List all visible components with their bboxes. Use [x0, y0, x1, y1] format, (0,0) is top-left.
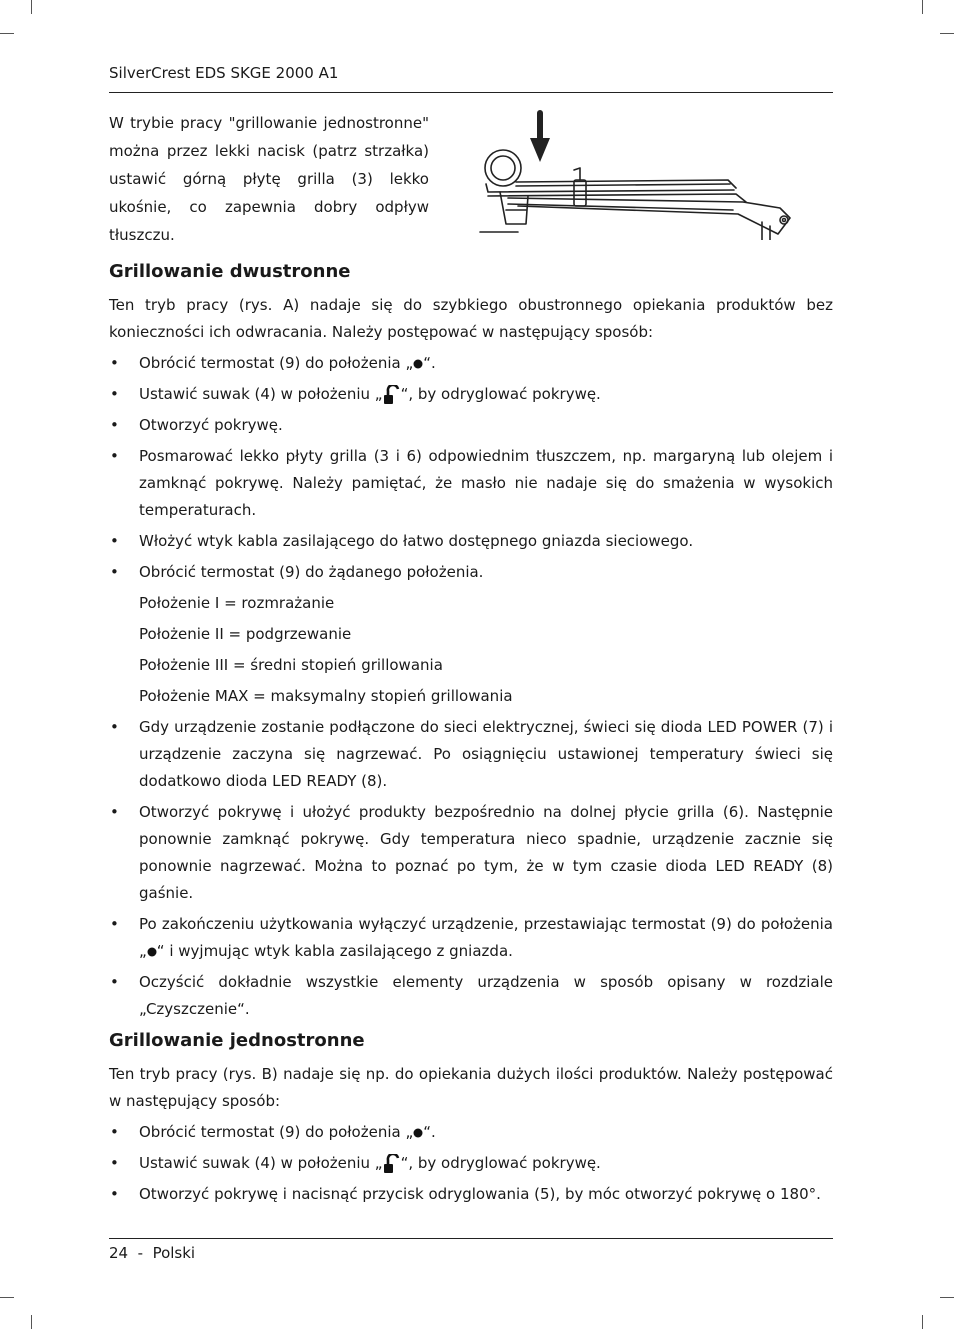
- crop-mark: [922, 1315, 923, 1329]
- grill-side-illustration: [478, 110, 800, 240]
- list-item-text: “ i wyjmując wtyk kabla zasilającego z gniazda.: [156, 942, 513, 960]
- section-heading-dwustronne: Grillowanie dwustronne: [109, 261, 351, 282]
- list-item: [109, 1150, 833, 1177]
- list-item: • Otworzyć pokrywę i nacisnąć przycisk odryglowania (5), by móc otworzyć pokrywę o 180°.: [109, 1181, 833, 1208]
- list-item-text: Ustawić suwak (4) w położeniu „: [139, 385, 383, 403]
- intro-paragraph: W trybie pracy "grillowanie jednostronne" można przez lekki nacisk (patrz strzałka) ustawić górną płytę grilla (3) lekko ukośnie, co zapewnia dobry odpływ tłuszczu.: [109, 114, 429, 244]
- list-item: [109, 350, 833, 377]
- list-item-text: Obrócić termostat (9) do położenia „: [139, 1123, 414, 1141]
- section-intro: Ten tryb pracy (rys. B) nadaje się np. do opiekania dużych ilości produktów. Należy postępować w następujący sposób:: [109, 1065, 833, 1110]
- list-item: • Oczyścić dokładnie wszystkie elementy urządzenia w sposób opisany w rozdziale „Czyszczenie“.: [109, 969, 833, 1023]
- position-line: Położenie II = podgrzewanie: [139, 625, 352, 643]
- list-item-text: “.: [423, 354, 436, 372]
- crop-mark: [31, 0, 32, 14]
- list-item: • Obrócić termostat (9) do żądanego położenia.: [109, 559, 833, 586]
- unlock-icon: [383, 1154, 401, 1174]
- list-item-text: “, by odryglować pokrywę.: [400, 1154, 601, 1172]
- crop-mark: [31, 1315, 32, 1329]
- list-item: • Otworzyć pokrywę i ułożyć produkty bezpośrednio na dolnej płycie grilla (6). Następnie ponownie zamknąć pokrywę. Gdy temperatura nieco spadnie, urządzenie zacznie się ponownie nagrzewać. Można to poznać po tym, że w tym czasie dioda LED READY (8) gaśnie.: [109, 799, 833, 907]
- unlock-icon: [383, 385, 401, 405]
- instruction-list: [109, 714, 833, 1023]
- off-dot-icon: [413, 359, 423, 369]
- list-item: • Posmarować lekko płyty grilla (3 i 6) odpowiednim tłuszczem, np. margaryną lub olejem i zamknąć pokrywę. Należy pamiętać, że masło nie nadaje się do smażenia w wysokich temperaturach.: [109, 443, 833, 524]
- position-line: Położenie MAX = maksymalny stopień grillowania: [139, 687, 513, 705]
- list-item-text: Obrócić termostat (9) do położenia „: [139, 354, 414, 372]
- crop-mark: [922, 0, 923, 14]
- position-line: Położenie III = średni stopień grillowania: [139, 656, 443, 674]
- list-item: [109, 381, 833, 408]
- crop-mark: [0, 1297, 14, 1298]
- list-item: [109, 1119, 833, 1146]
- list-item: • Otworzyć pokrywę.: [109, 412, 833, 439]
- section-intro: Ten tryb pracy (rys. A) nadaje się do szybkiego obustronnego opiekania produktów bez konieczności ich odwracania. Należy postępować w następujący sposób:: [109, 296, 833, 341]
- off-dot-icon: [413, 1128, 423, 1138]
- footer-rule: [109, 1238, 833, 1239]
- list-item-text: “.: [423, 1123, 436, 1141]
- header-rule: [109, 92, 833, 93]
- instruction-list: [109, 350, 833, 586]
- crop-mark: [940, 1297, 954, 1298]
- instruction-list: [109, 1119, 833, 1208]
- list-item: • Włożyć wtyk kabla zasilającego do łatwo dostępnego gniazda sieciowego.: [109, 528, 833, 555]
- list-item-text: “, by odryglować pokrywę.: [400, 385, 601, 403]
- crop-mark: [0, 33, 14, 34]
- list-item-text: Po zakończeniu użytkowania wyłączyć urządzenie, przestawiając termostat (9) do położenia „: [139, 915, 833, 960]
- page-header-title: SilverCrest EDS SKGE 2000 A1: [109, 64, 339, 82]
- list-item: [109, 911, 833, 965]
- position-line: Położenie I = rozmrażanie: [139, 594, 335, 612]
- main-content: [109, 258, 833, 1212]
- list-item-text: Ustawić suwak (4) w położeniu „: [139, 1154, 383, 1172]
- page-footer: 24 - Polski: [109, 1244, 196, 1262]
- crop-mark: [940, 33, 954, 34]
- section-heading-jednostronne: Grillowanie jednostronne: [109, 1030, 365, 1051]
- list-item: • Gdy urządzenie zostanie podłączone do sieci elektrycznej, świeci się dioda LED POWER (7) i urządzenie zaczyna się nagrzewać. Po osiągnięciu ustawionej temperatury świeci się dodatkowo dioda LED READY (8).: [109, 714, 833, 795]
- off-dot-icon: [147, 947, 157, 957]
